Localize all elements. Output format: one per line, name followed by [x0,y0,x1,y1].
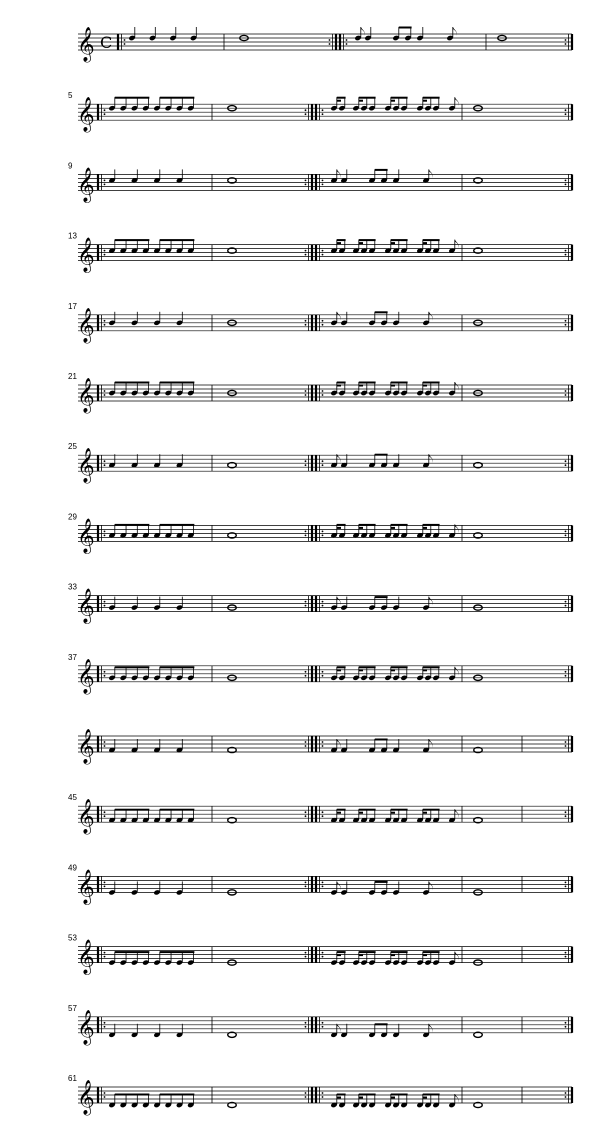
repeat-dot [305,180,307,182]
beam [391,385,395,387]
repeat-dot [305,184,307,186]
repeat-dot [305,464,307,466]
repeat-dot [565,39,567,41]
repeat-dot [322,956,324,958]
repeat-dot [305,113,307,115]
beam [359,809,376,811]
repeat-dot [305,1096,307,1098]
beam [337,100,341,102]
beam [115,1094,150,1096]
repeat-dot [565,811,567,813]
repeat-dot [305,601,307,603]
repeat-dot [565,43,567,45]
beam [337,385,341,387]
repeat-dot [104,601,106,603]
beam [115,951,150,953]
beam [423,1097,427,1099]
treble-clef-icon: 𝄞 [77,378,95,413]
repeat-dot [322,113,324,115]
staff-system [68,583,572,625]
beam [337,97,346,99]
repeat-dot [565,254,567,256]
beam [423,812,427,814]
repeat-dot [104,109,106,111]
repeat-dot [104,605,106,607]
repeat-dot [104,180,106,182]
repeat-dot [322,320,324,322]
beam [359,239,376,241]
beam [423,239,440,241]
repeat-dot [322,460,324,462]
repeat-dot [322,1096,324,1098]
repeat-dot [565,815,567,817]
beam [359,385,363,387]
beam [391,97,408,99]
measure-number: 53 [68,933,77,943]
repeat-dot [305,531,307,533]
beam [160,382,195,384]
repeat-dot [322,324,324,326]
treble-clef-icon: 𝄞 [77,518,95,554]
repeat-dot [322,601,324,603]
staff-system [68,1004,572,1046]
beam [391,1097,395,1099]
beam [359,666,376,668]
repeat-dot [329,43,331,45]
repeat-dot [305,535,307,537]
beam [359,524,376,526]
beam [359,527,363,529]
note-flag [455,240,459,249]
treble-clef-icon: 𝄞 [77,799,95,835]
beam [375,169,388,171]
repeat-dot [305,460,307,462]
repeat-dot [305,882,307,884]
beam [423,1094,440,1096]
beam [375,1023,388,1025]
repeat-dot [565,952,567,954]
beam [391,527,395,529]
repeat-dot [565,1092,567,1094]
repeat-dot [104,535,106,537]
repeat-dot [322,675,324,677]
note-flag [361,27,365,36]
beam [423,385,427,387]
beam [391,382,408,384]
treble-clef-icon: 𝄞 [77,939,95,975]
treble-clef-icon: 𝄞 [77,448,95,484]
beam [359,1097,363,1099]
beam [375,739,388,741]
staff-system [68,512,572,554]
beam [359,100,363,102]
repeat-dot [565,1022,567,1024]
measure-number: 5 [68,91,73,101]
repeat-dot [305,741,307,743]
repeat-dot [104,324,106,326]
repeat-dot [104,815,106,817]
beam [337,242,341,244]
repeat-dot [322,535,324,537]
repeat-dot [565,394,567,396]
beam [391,812,395,814]
repeat-dot [104,113,106,115]
repeat-dot [305,250,307,252]
repeat-dot [322,952,324,954]
repeat-dot [565,320,567,322]
note-flag [455,952,459,961]
beam [391,954,395,956]
repeat-dot [305,605,307,607]
repeat-dot [104,184,106,186]
note-flag [337,169,341,178]
repeat-dot [305,956,307,958]
repeat-dot [565,1096,567,1098]
beam [399,27,412,29]
repeat-dot [565,184,567,186]
repeat-dot [305,811,307,813]
beam [391,951,408,953]
note-flag [429,312,433,321]
repeat-dot [104,811,106,813]
beam [375,881,388,883]
staff-system [77,27,572,64]
beam [423,524,440,526]
repeat-dot [104,460,106,462]
beam [391,1094,408,1096]
treble-clef-icon: 𝄞 [77,1080,95,1115]
beam [391,242,395,244]
repeat-dot [565,324,567,326]
repeat-dot [565,882,567,884]
repeat-dot [322,254,324,256]
repeat-dot [322,811,324,813]
beam [423,527,427,529]
treble-clef-icon: 𝄞 [77,237,95,273]
repeat-dot [565,250,567,252]
repeat-dot [104,320,106,322]
repeat-dot [565,886,567,888]
beam [337,812,341,814]
repeat-dot [305,671,307,673]
beam [391,669,395,671]
beam [115,239,150,241]
note-flag [429,169,433,178]
repeat-dot [305,675,307,677]
measure-number: 37 [68,652,77,662]
repeat-dot [322,886,324,888]
treble-clef-icon: 𝄞 [77,307,95,343]
beam [423,666,440,668]
beam [375,596,388,598]
repeat-dot [565,460,567,462]
repeat-dot [104,1096,106,1098]
beam [115,97,150,99]
measure-number: 61 [68,1074,77,1083]
repeat-dot [305,1022,307,1024]
repeat-dot [565,531,567,533]
repeat-dot [104,250,106,252]
repeat-dot [322,390,324,392]
repeat-dot [565,675,567,677]
beam [337,669,341,671]
repeat-dot [322,745,324,747]
repeat-dot [305,109,307,111]
repeat-dot [104,956,106,958]
repeat-dot [104,464,106,466]
repeat-dot [565,464,567,466]
repeat-dot [322,250,324,252]
beam [359,951,376,953]
beam [337,524,346,526]
beam [160,97,195,99]
beam [337,666,346,668]
beam [391,524,408,526]
measure-number: 49 [68,863,77,873]
beam [115,809,150,811]
repeat-dot [305,886,307,888]
repeat-dot [322,671,324,673]
measure-number: 57 [68,1003,77,1013]
repeat-dot [104,390,106,392]
repeat-dot [305,320,307,322]
treble-clef-icon: 𝄞 [77,658,95,694]
staff-system [68,302,572,344]
repeat-dot [305,745,307,747]
beam [115,666,150,668]
repeat-dot [104,1026,106,1028]
beam [391,666,408,668]
repeat-dot [565,390,567,392]
repeat-dot [565,956,567,958]
repeat-dot [322,1092,324,1094]
staff-system [68,442,572,484]
repeat-dot [565,180,567,182]
beam [337,1094,346,1096]
beam [160,524,195,526]
repeat-dot [565,535,567,537]
treble-clef-icon: 𝄞 [77,729,95,764]
repeat-dot [322,180,324,182]
repeat-dot [305,254,307,256]
beam [423,100,427,102]
repeat-dot [322,882,324,884]
beam [359,812,363,814]
note-flag [337,312,341,321]
staff-system [68,653,572,695]
treble-clef-icon: 𝄞 [77,869,95,905]
treble-clef-icon: 𝄞 [77,167,95,203]
repeat-dot [104,254,106,256]
repeat-dot [305,1026,307,1028]
repeat-dot [104,952,106,954]
beam [423,809,440,811]
staff-system [68,232,572,274]
repeat-dot [322,605,324,607]
repeat-dot [124,43,126,45]
repeat-dot [104,1092,106,1094]
repeat-dot [104,741,106,743]
repeat-dot [305,815,307,817]
beam [337,1097,341,1099]
repeat-dot [104,531,106,533]
measure-number: 21 [68,372,77,381]
beam [337,809,346,811]
repeat-dot [305,952,307,954]
time-signature: C [100,33,113,52]
beam [423,954,427,956]
repeat-dot [104,394,106,396]
repeat-dot [565,745,567,747]
beam [375,454,388,456]
beam [359,242,363,244]
repeat-dot [305,324,307,326]
repeat-dot [322,184,324,186]
note-flag [455,97,459,106]
note-flag [455,667,459,676]
beam [160,1094,195,1096]
beam [391,100,395,102]
staff-system [68,372,572,414]
beam [359,1094,376,1096]
treble-clef-icon: 𝄞 [77,27,95,62]
repeat-dot [305,394,307,396]
repeat-dot [322,1026,324,1028]
staff-system [68,1074,572,1116]
beam [391,809,408,811]
beam [359,669,363,671]
beam [423,97,440,99]
staff-system [77,729,572,765]
beam [337,382,346,384]
beam [160,239,195,241]
repeat-dot [565,601,567,603]
repeat-dot [565,113,567,115]
repeat-dot [104,671,106,673]
beam [337,954,341,956]
beam [423,951,440,953]
repeat-dot [565,741,567,743]
repeat-dot [322,394,324,396]
note-flag [337,597,341,606]
measure-number: 17 [68,301,77,311]
repeat-dot [104,1022,106,1024]
measure-number: 25 [68,442,77,452]
beam [160,951,195,953]
repeat-dot [322,109,324,111]
beam [160,809,195,811]
beam [359,954,363,956]
beam [375,311,388,313]
beam [337,527,341,529]
repeat-dot [565,1026,567,1028]
measure-number: 13 [68,231,77,241]
repeat-dot [322,531,324,533]
beam [359,97,376,99]
repeat-dot [346,43,348,45]
repeat-dot [104,882,106,884]
measure-number: 33 [68,582,77,592]
beam [423,669,427,671]
measure-number: 9 [68,161,73,171]
repeat-dot [565,109,567,111]
repeat-dot [104,886,106,888]
repeat-dot [322,464,324,466]
beam [160,666,195,668]
note-flag [455,382,459,391]
repeat-dot [322,1022,324,1024]
beam [391,239,408,241]
repeat-dot [104,675,106,677]
treble-clef-icon: 𝄞 [77,588,95,624]
repeat-dot [565,671,567,673]
repeat-dot [305,1092,307,1094]
repeat-dot [322,741,324,743]
repeat-dot [565,605,567,607]
measure-number: 45 [68,793,77,803]
staff-system [68,91,572,133]
treble-clef-icon: 𝄞 [77,1009,95,1045]
repeat-dot [329,39,331,41]
beam [337,951,346,953]
note-flag [453,27,457,36]
note-flag [429,881,433,890]
beam [359,382,376,384]
repeat-dot [322,815,324,817]
beam [115,524,150,526]
repeat-dot [305,390,307,392]
repeat-dot [346,39,348,41]
staff-system [68,863,572,905]
treble-clef-icon: 𝄞 [77,97,95,133]
beam [423,382,440,384]
repeat-dot [104,745,106,747]
staff-system [68,793,572,835]
staff-system [68,161,572,203]
staff-system [68,934,572,976]
repeat-dot [124,39,126,41]
beam [423,242,427,244]
beam [115,382,150,384]
beam [337,239,346,241]
note-flag [429,597,433,606]
note-flag [337,881,341,890]
measure-number: 29 [68,512,77,522]
